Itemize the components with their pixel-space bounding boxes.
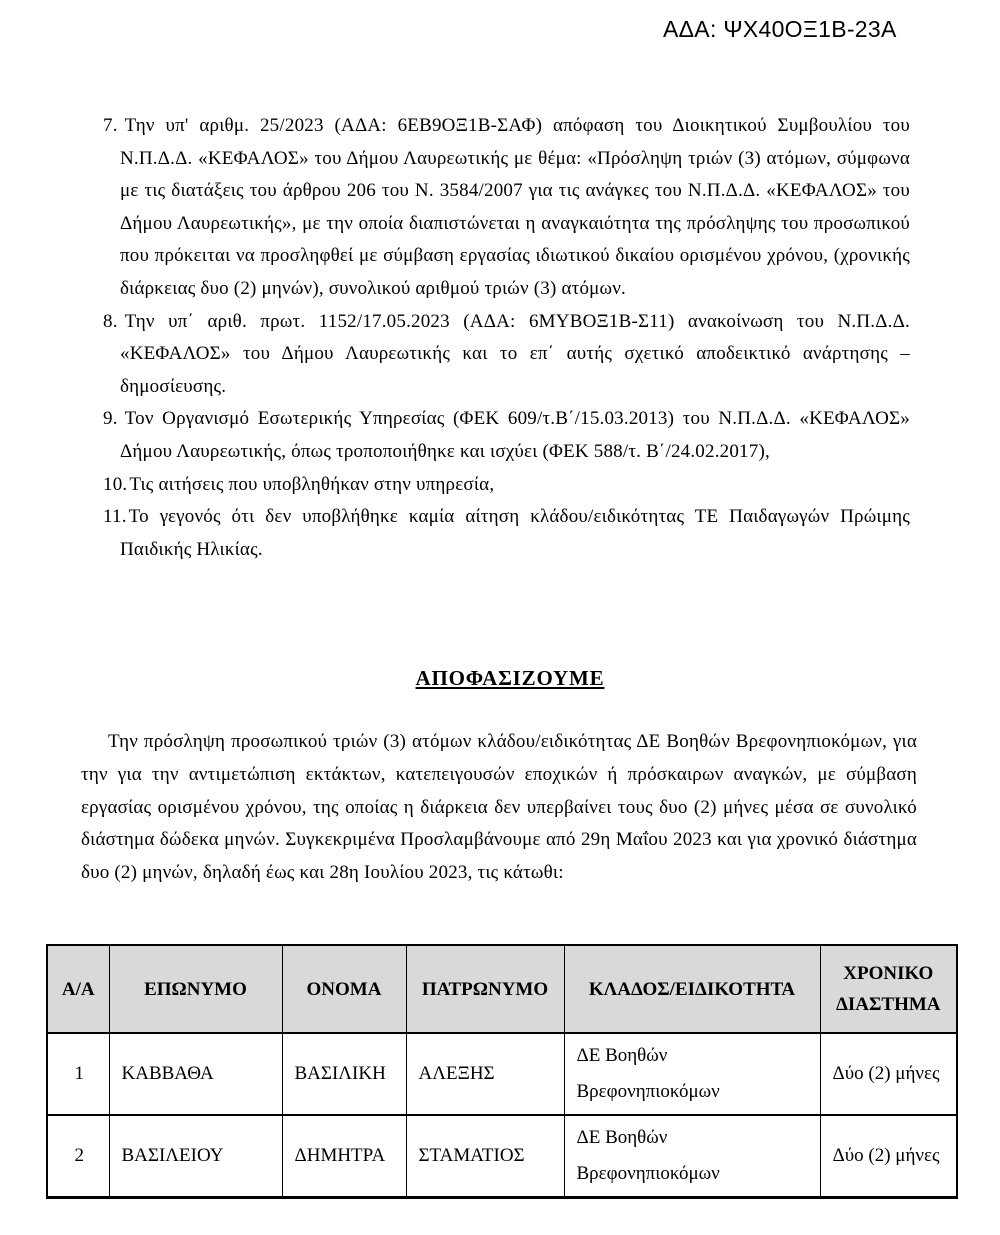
cell-specialty: ΔΕ Βοηθών Βρεφονηπιοκόμων — [564, 1115, 820, 1198]
consideration-text: Την υπ' αριθμ. 25/2023 (ΑΔΑ: 6ΕΒ9ΟΞ1Β-ΣΑΦ) απόφαση του Διοικητικού Συμβουλίου του Ν.Π.Δ.Δ. «ΚΕΦΑΛΟΣ» του Δήμου Λαυρεωτικής με θέμα: «Πρόσληψη τριών (3) ατόμων, σύμφωνα με τις διατάξεις του άρθρου 206 του Ν. 3584/2007 για τις ανάγκες του Ν.Π.Δ.Δ. «ΚΕΦΑΛΟΣ» του Δήμου Λαυρεωτικής», με την οποία διαπιστώνεται η αναγκαιότητα της πρόσληψης του προσωπικού που πρόκειται να προσληφθεί με σύμβαση εργασίας ιδιωτικού δικαίου ορισμένου χρόνου, (χρονικής διάρκειας δυο (2) μηνών), συνολικού αριθμού τριών (3) ατόμων. — [120, 115, 910, 299]
consideration-text: Το γεγονός ότι δεν υποβλήθηκε καμία αίτηση κλάδου/ειδικότητας ΤΕ Παιδαγωγών Πρώιμης Παιδικής Ηλικίας. — [120, 506, 910, 560]
consideration-number: 11. — [103, 506, 127, 528]
cell-surname: ΒΑΣΙΛΕΙΟΥ — [109, 1115, 282, 1198]
table-header-row — [47, 945, 957, 1033]
cell-name: ΔΗΜΗΤΡΑ — [282, 1115, 406, 1198]
header-cell-name: ΟΝΟΜΑ — [282, 945, 406, 1033]
consideration-text: Τον Οργανισμό Εσωτερικής Υπηρεσίας (ΦΕΚ 609/τ.Β΄/15.03.2013) του Ν.Π.Δ.Δ. «ΚΕΦΑΛΟΣ» Δήμου Λαυρεωτικής, όπως τροποποιήθηκε και ισχύει (ΦΕΚ 588/τ. Β΄/24.02.2017), — [120, 408, 910, 462]
cell-name: ΒΑΣΙΛΙΚΗ — [282, 1033, 406, 1115]
cell-aa: 1 — [47, 1033, 109, 1115]
cell-surname: ΚΑΒΒΑΘΑ — [109, 1033, 282, 1115]
consideration-item-10 — [0, 469, 1000, 502]
cell-aa: 2 — [47, 1115, 109, 1198]
consideration-item-7 — [0, 110, 1000, 306]
header-cell-surname: ΕΠΩΝΥΜΟ — [109, 945, 282, 1033]
cell-duration: Δύο (2) μήνες — [820, 1115, 957, 1198]
decision-heading: ΑΠΟΦΑΣΙΖΟΥΜΕ — [415, 666, 605, 690]
consideration-number: 9. — [103, 408, 118, 430]
ada-code: ΑΔΑ: ΨΧ40ΟΞ1Β-23Α — [663, 16, 897, 42]
consideration-number: 8. — [103, 310, 118, 332]
hiring-table — [46, 944, 958, 1199]
header-cell-aa: Α/Α — [47, 945, 109, 1033]
consideration-text: Την υπ΄ αριθ. πρωτ. 1152/17.05.2023 (ΑΔΑ: 6ΜΥΒΟΞ1Β-Σ11) ανακοίνωση του Ν.Π.Δ.Δ. «ΚΕΦΑΛΟΣ» του Δήμου Λαυρεωτικής και το επ΄ αυτής σχετικό αποδεικτικό ανάρτησης – δημοσίευσης. — [120, 310, 910, 397]
consideration-number: 10. — [103, 473, 128, 495]
consideration-text: Τις αιτήσεις που υποβληθήκαν στην υπηρεσία, — [129, 473, 495, 495]
cell-patronym: ΣΤΑΜΑΤΙΟΣ — [406, 1115, 564, 1198]
cell-duration: Δύο (2) μήνες — [820, 1033, 957, 1115]
hiring-table-body — [47, 1033, 957, 1198]
decision-heading-container — [90, 666, 930, 691]
consideration-number: 7. — [103, 115, 118, 136]
cell-patronym: ΑΛΕΞΗΣ — [406, 1033, 564, 1115]
consideration-item-8 — [0, 306, 1000, 404]
header-cell-specialty: ΚΛΑΔΟΣ/ΕΙΔΙΚΟΤΗΤΑ — [564, 945, 820, 1033]
header-cell-duration: ΧΡΟΝΙΚΟ ΔΙΑΣΤΗΜΑ — [820, 945, 957, 1033]
considerations-list — [0, 110, 1000, 566]
header-cell-patronym: ΠΑΤΡΩΝΥΜΟ — [406, 945, 564, 1033]
consideration-item-11 — [0, 501, 1000, 566]
cell-specialty: ΔΕ Βοηθών Βρεφονηπιοκόμων — [564, 1033, 820, 1115]
decision-paragraph: Την πρόσληψη προσωπικού τριών (3) ατόμων κλάδου/ειδικότητας ΔΕ Βοηθών Βρεφονηπιοκόμων, για την για την αντιμετώπιση εκτάκτων, κατεπειγουσών εποχικών ή πρόσκαιρων αναγκών, με σύμβαση εργασίας ορισμένου χρόνου, της οποίας η διάρκεια δεν υπερβαίνει τους δυο (2) μήνες μέσα σε συνολικό διάστημα δώδεκα μηνών. Συγκεκριμένα Προσλαμβάνουμε από 29η Μαΐου 2023 και για χρονικό διάστημα δυο (2) μηνών, δηλαδή έως και 28η Ιουλίου 2023, τις κάτωθι: — [81, 731, 917, 884]
hiring-table-header — [47, 945, 957, 1033]
table-row — [47, 1033, 957, 1115]
consideration-item-9 — [0, 403, 1000, 468]
table-row — [47, 1115, 957, 1198]
